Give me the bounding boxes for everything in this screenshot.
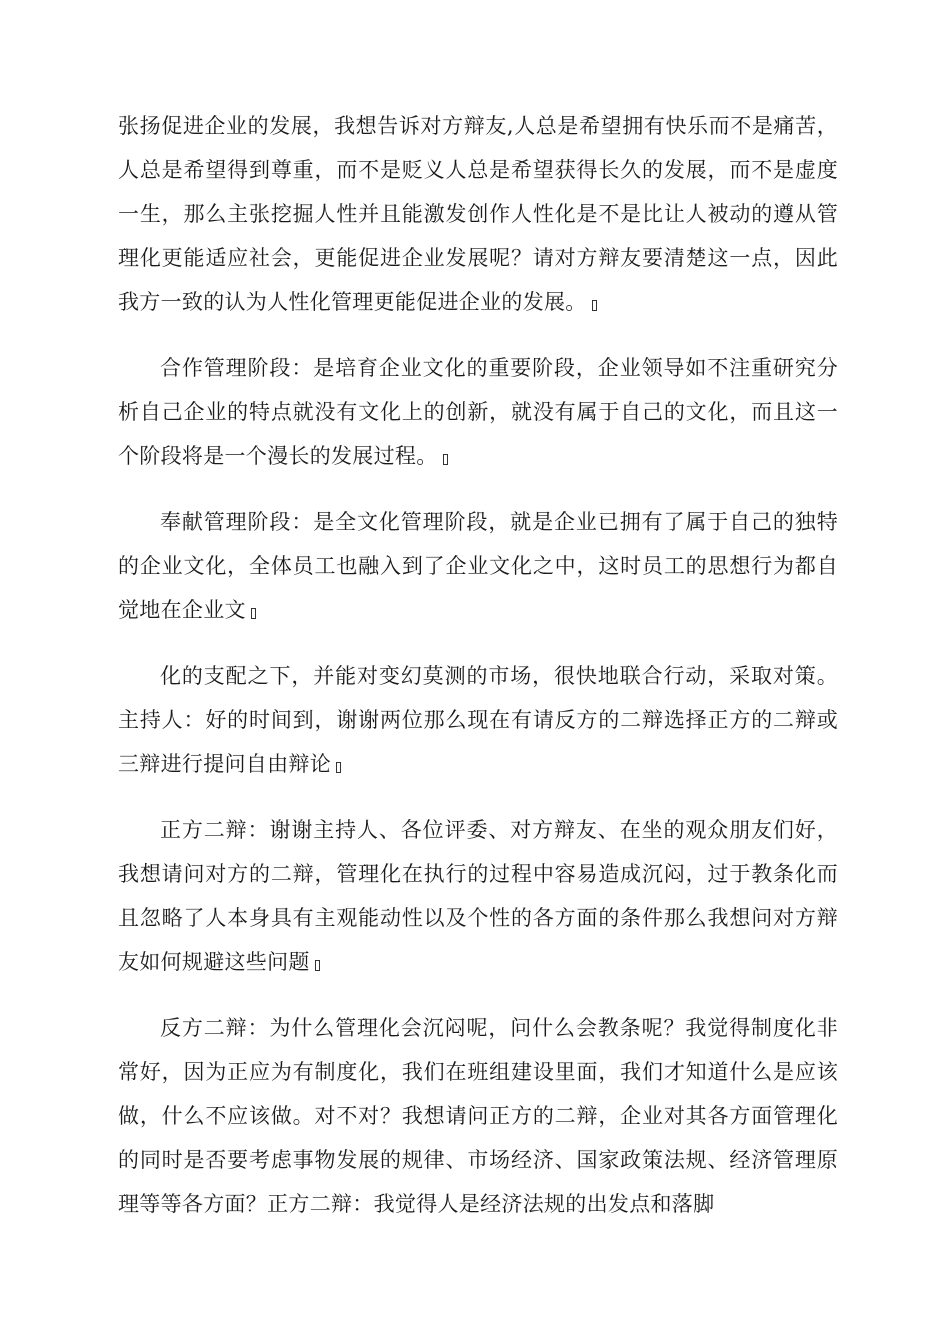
paragraph-2-text: 合作管理阶段：是培育企业文化的重要阶段，企业领导如不注重研究分析自己企业的特点就没有文化上的创新，就没有属于自己的文化，而且这一个阶段将是一个漫长的发展过程。 [118,356,838,468]
paragraph-mark-icon [315,960,320,971]
paragraph-4 [118,654,838,786]
paragraph-1-text: 张扬促进企业的发展，我想告诉对方辩友,人总是希望拥有快乐而不是痛苦，人总是希望得到尊重，而不是贬义人总是希望获得长久的发展，而不是虚度一生，那么主张挖掘人性并且能激发创作人性化是不是比让人被动的遵从管理化更能适应社会，更能促进企业发展呢？请对方辩友要清楚这一点，因此我方一致的认为人性化管理更能促进企业的发展。 [118,114,838,314]
paragraph-mark-icon [336,762,341,773]
paragraph-4-text: 化的支配之下，并能对变幻莫测的市场，很快地联合行动，采取对策。主持人：好的时间到，谢谢两位那么现在有请反方的二辩选择正方的二辩或三辩进行提问自由辩论 [118,664,838,776]
paragraph-6 [118,1006,838,1226]
paragraph-1 [118,104,838,324]
paragraph-5-text: 正方二辩：谢谢主持人、各位评委、对方辩友、在坐的观众朋友们好，我想请问对方的二辩，管理化在执行的过程中容易造成沉闷，过于教条化而且忽略了人本身具有主观能动性以及个性的各方面的条件那么我想问对方辩友如何规避这些问题 [118,818,838,974]
paragraph-6-text: 反方二辩：为什么管理化会沉闷呢，问什么会教条呢？我觉得制度化非常好，因为正应为有制度化，我们在班组建设里面，我们才知道什么是应该做，什么不应该做。对不对？我想请问正方的二辩，企业对其各方面管理化的同时是否要考虑事物发展的规律、市场经济、国家政策法规、经济管理原理等等各方面？正方二辩：我觉得人是经济法规的出发点和落脚 [118,1016,838,1216]
paragraph-mark-icon [443,454,448,465]
paragraph-3-text: 奉献管理阶段：是全文化管理阶段，就是企业已拥有了属于自己的独特的企业文化，全体员工也融入到了企业文化之中，这时员工的思想行为都自觉地在企业文 [118,510,838,622]
paragraph-2 [118,346,838,478]
paragraph-mark-icon [251,608,256,619]
paragraph-mark-icon [592,300,597,311]
document-body [118,104,838,1248]
paragraph-5 [118,808,838,984]
paragraph-3 [118,500,838,632]
